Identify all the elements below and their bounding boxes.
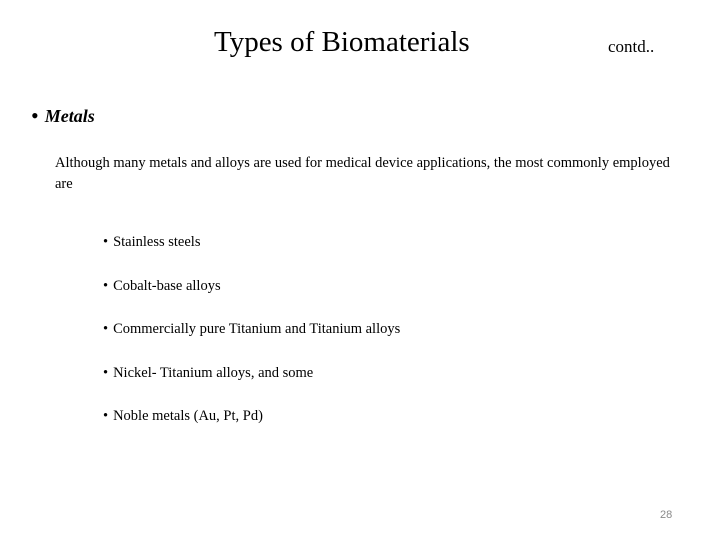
bullet-icon: • — [103, 277, 109, 294]
slide-continued-label: contd.. — [608, 37, 655, 56]
list-item — [103, 405, 400, 427]
metals-list — [103, 231, 400, 449]
list-item-text: Noble metals (Au, Pt, Pd) — [113, 408, 263, 424]
bullet-icon: • — [103, 234, 109, 250]
page-number: 28 — [660, 509, 673, 521]
list-item — [103, 362, 400, 384]
list-item — [103, 318, 400, 340]
section-heading — [31, 104, 95, 128]
slide-title: Types of Biomaterials — [214, 26, 470, 58]
list-item-text: Commercially pure Titanium and Titanium alloys — [113, 321, 401, 337]
list-item — [103, 275, 400, 297]
list-item-text: Nickel- Titanium alloys, and some — [113, 364, 314, 381]
intro-paragraph: Although many metals and alloys are used for medical device applications, the most commonly employed are — [55, 155, 670, 192]
list-item-text: Cobalt-base alloys — [113, 277, 221, 294]
section-heading-label: Metals — [44, 106, 95, 126]
bullet-icon: • — [31, 103, 39, 128]
list-item-text: Stainless steels — [113, 234, 201, 250]
list-item — [103, 231, 400, 253]
bullet-icon: • — [103, 408, 109, 424]
bullet-icon: • — [103, 321, 109, 337]
bullet-icon: • — [103, 364, 109, 381]
